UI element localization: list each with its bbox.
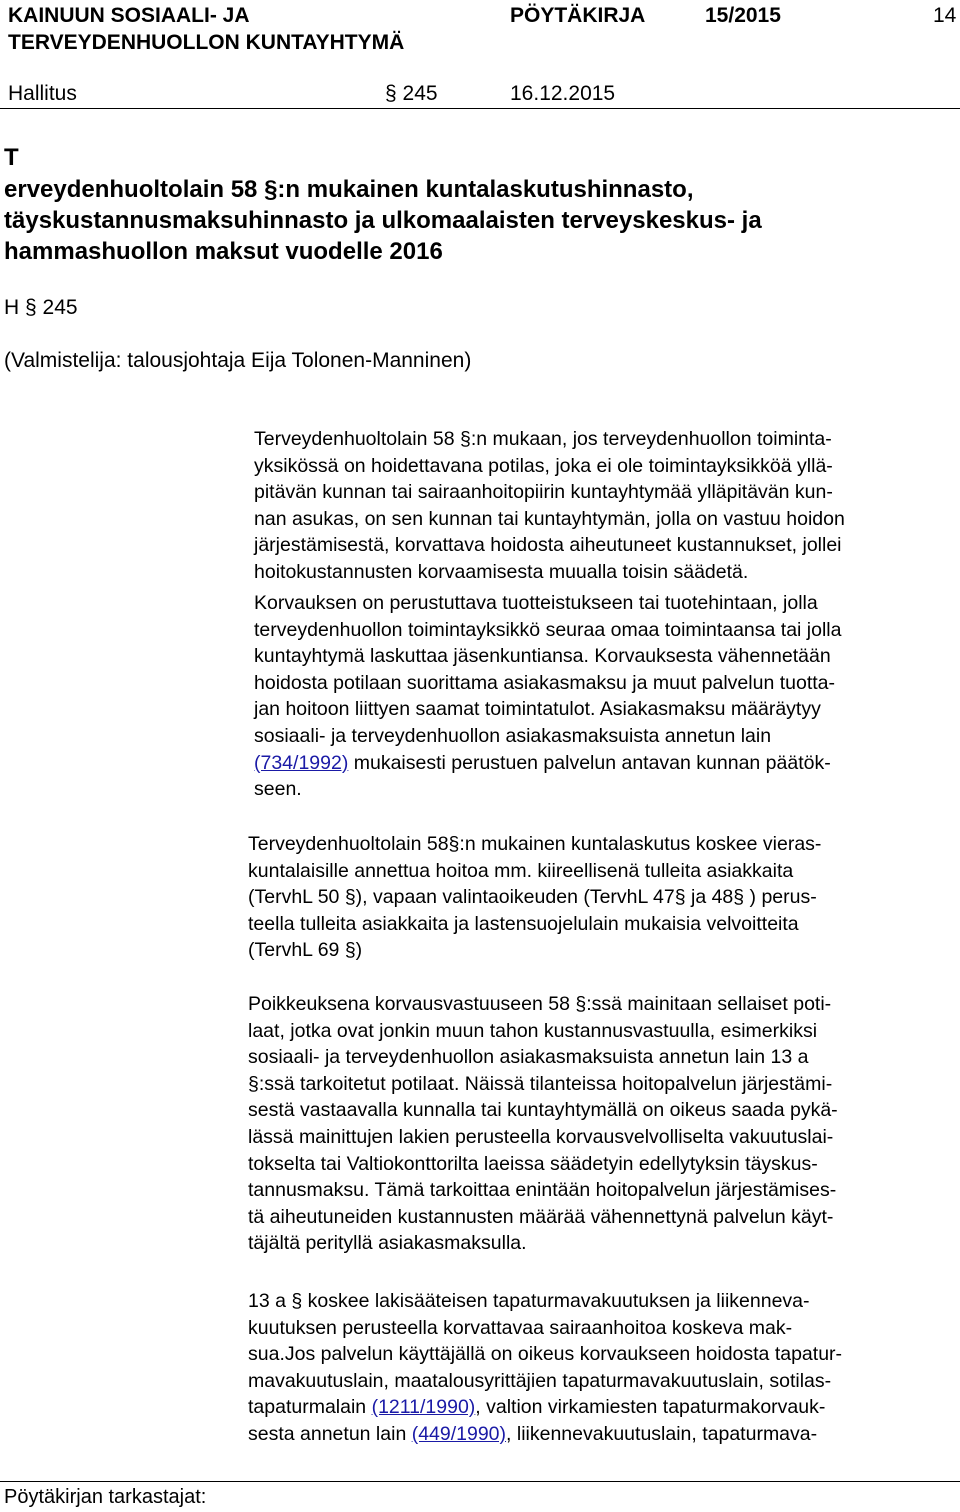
paragraph-line: mavakuutuslain, maatalousyrittäjien tapaturmavakuutuslain, sotilas- [248,1369,832,1392]
paragraph-5 [248,1288,842,1448]
section-number: § 245 [385,82,438,105]
paragraph-line: (TervhL 69 §) [248,939,363,962]
paragraph-text: mukaisesti perustuen palvelun antavan kunnan päätök- [348,751,831,774]
paragraph-2 [254,590,842,803]
org-name-line2: TERVEYDENHUOLLON KUNTAYHTYMÄ [8,31,405,54]
page-number: 14 [933,4,957,27]
title-line1: erveydenhuoltolain 58 §:n mukainen kuntalaskutushinnasto, [4,176,694,203]
paragraph-line: tannusmaksu. Tämä tarkoittaa enintään hoitopalvelun järjestämises- [248,1179,837,1202]
header-divider [0,108,960,109]
paragraph-line: nan asukas, on sen kunnan tai kuntayhtymän, jolla on vastuu hoidon [254,507,845,530]
paragraph-line: lässä mainittujen lakien perusteella korvausvelvolliselta vakuutuslai- [248,1125,834,1148]
paragraph-line: hoitokustannusten korvaamisesta muualla toisin säädetä. [254,560,749,583]
paragraph-line: tokselta tai Valtiokonttorilta laeissa säädetyin edellytyksin täyskus- [248,1152,818,1175]
title-line0: T [4,144,19,171]
preparer-line: (Valmistelija: talousjohtaja Eija Tolonen-Manninen) [4,349,472,372]
paragraph-line: kuntayhtymä laskuttaa jäsenkuntiansa. Korvauksesta vähennetään [254,645,831,668]
paragraph-line: §:ssä tarkoitetut potilaat. Näissä tilanteissa hoitopalvelun järjestämi- [248,1072,833,1095]
paragraph-line: yksikössä on hoidettavana potilas, joka ei ole toimintayksikköä yllä- [254,454,833,477]
paragraph-text: sesta annetun lain [248,1422,412,1445]
footer-divider [0,1481,960,1482]
title-line2: täyskustannusmaksuhinnasto ja ulkomaalaisten terveyskeskus- ja [4,207,762,234]
paragraph-text: , valtion virkamiesten tapaturmakorvauk- [475,1396,826,1419]
paragraph-3 [248,831,821,964]
doc-type: PÖYTÄKIRJA [510,4,646,27]
paragraph-line: teella tulleita asiakkaita ja lastensuojelulain mukaisia velvoitteita [248,912,799,935]
paragraph-line: 13 a § koskee lakisääteisen tapaturmavakuutuksen ja liikenneva- [248,1290,810,1312]
paragraph-text: tapaturmalain [248,1396,372,1419]
paragraph-line: jan hoitoon liittyen saamat toimintatulot. Asiakasmaksu määräytyy [254,698,821,721]
paragraph-line [248,1421,842,1448]
body-name: Hallitus [8,82,77,105]
paragraph-4 [248,991,838,1257]
checkers-label: Pöytäkirjan tarkastajat: [4,1486,207,1508]
paragraph-1 [254,426,845,586]
paragraph-line: tä aiheutuneiden kustannusten määrää vähennettynä palvelun käyt- [248,1205,834,1228]
paragraph-line [248,1394,842,1421]
paragraph-line: täjältä perityllä asiakasmaksulla. [248,1232,527,1255]
paragraph-text: , liikennevakuutuslain, tapaturmava- [506,1422,818,1445]
section-reference: H § 245 [4,296,78,319]
paragraph-line: Terveydenhuoltolain 58 §:n mukaan, jos terveydenhuollon toiminta- [254,428,832,450]
paragraph-line: (TervhL 50 §), vapaan valintaoikeuden (TervhL 47§ ja 48§ ) perus- [248,886,817,909]
doc-number: 15/2015 [705,4,781,27]
paragraph-line: laat, jotka ovat jonkin muun tahon kustannusvastuulla, esimerkiksi [248,1019,818,1042]
paragraph-line: järjestämisestä, korvattava hoidosta aiheutuneet kustannukset, jollei [254,534,842,557]
paragraph-line: terveydenhuollon toimintayksikkö seuraa omaa toimintaansa tai jolla [254,618,842,641]
paragraph-line: sosiaali- ja terveydenhuollon asiakasmaksuista annetun lain 13 a [248,1046,809,1069]
law-link-1211-1990[interactable]: (1211/1990) [371,1396,476,1419]
paragraph-line: Poikkeuksena korvausvastuuseen 58 §:ssä mainitaan sellaiset poti- [248,993,832,1015]
meeting-date: 16.12.2015 [510,82,616,105]
org-name-line1: KAINUUN SOSIAALI- JA [8,4,250,27]
paragraph-line: sosiaali- ja terveydenhuollon asiakasmaksuista annetun lain [254,724,772,747]
title-line3: hammashuollon maksut vuodelle 2016 [4,238,443,265]
law-link-449-1990[interactable]: (449/1990) [411,1422,507,1445]
paragraph-line [254,750,842,777]
paragraph-line: kuutuksen perusteella korvattavaa sairaanhoitoa koskeva mak- [248,1316,793,1339]
paragraph-line: pitävän kunnan tai sairaanhoitopiirin kuntayhtymää ylläpitävän kun- [254,481,833,504]
law-link-734-1992[interactable]: (734/1992) [254,751,349,774]
paragraph-line: hoidosta potilaan suorittama asiakasmaksu ja muut palvelun tuotta- [254,671,835,694]
paragraph-line: kuntalaisille annettua hoitoa mm. kiireellisenä tulleita asiakkaita [248,859,794,882]
paragraph-line: sestä vastaavalla kunnalla tai kuntayhtymällä on oikeus saada pykä- [248,1099,838,1122]
paragraph-line: Korvauksen on perustuttava tuotteistukseen tai tuotehintaan, jolla [254,592,818,614]
paragraph-line: seen. [254,778,302,801]
paragraph-line: sua.Jos palvelun käyttäjällä on oikeus korvaukseen hoidosta tapatur- [248,1343,843,1366]
paragraph-line: Terveydenhuoltolain 58§:n mukainen kuntalaskutus koskee vieras- [248,833,822,855]
